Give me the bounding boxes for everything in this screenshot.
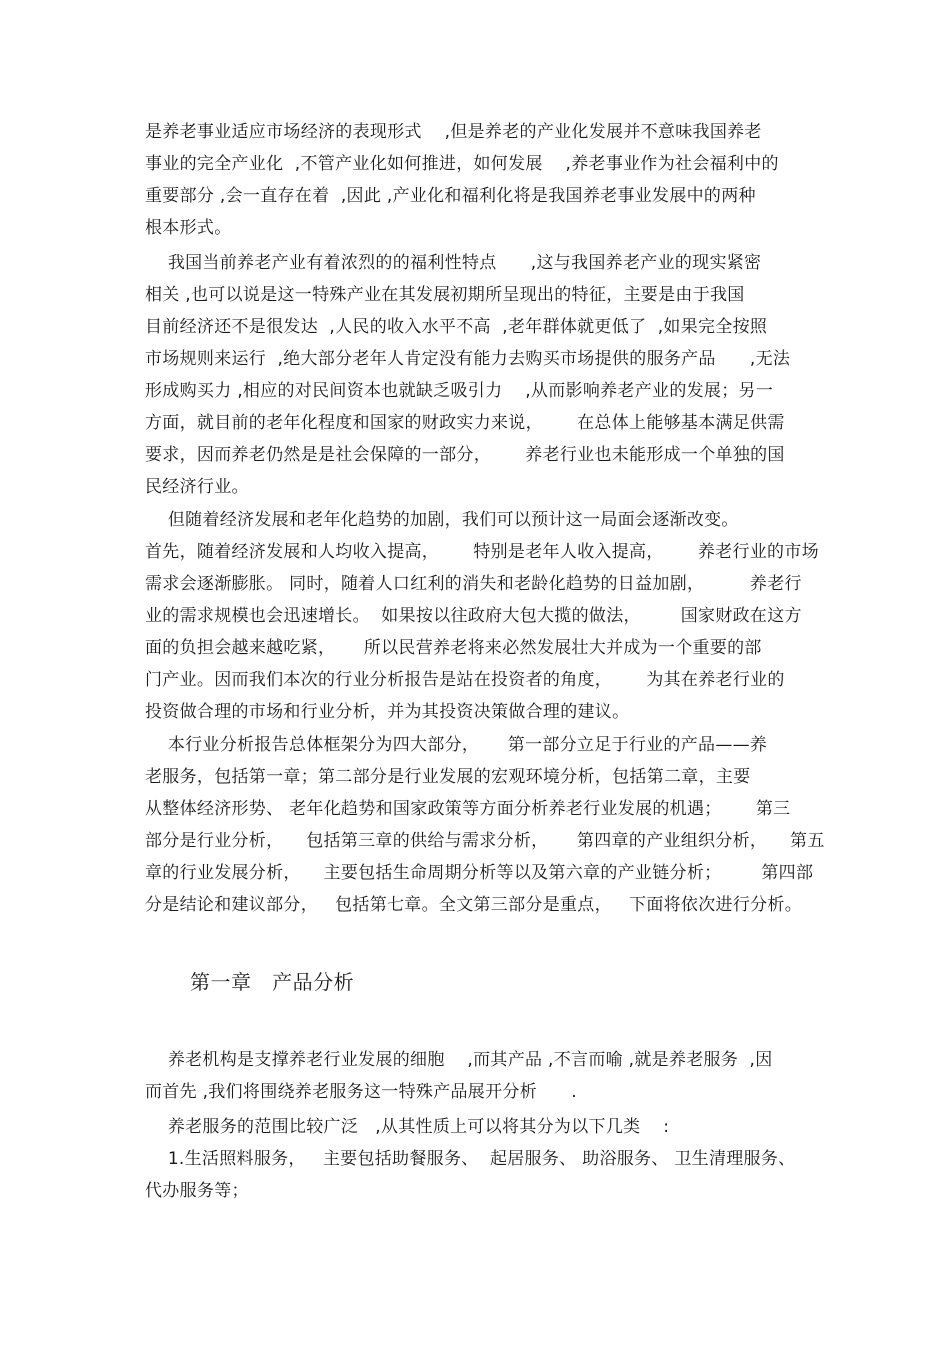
paragraph-line: 我国当前养老产业有着浓烈的的福利性特点 ,这与我国养老产业的现实紧密: [145, 253, 762, 273]
paragraph-line: 部分是行业分析， 包括第三章的供给与需求分析， 第四章的产业组织分析， 第五: [145, 831, 825, 851]
chapter-paragraph-line: 养老服务的范围比较广泛 ,从其性质上可以将其分为以下几类 :: [145, 1117, 670, 1137]
chapter-paragraph-line: 而首先 ,我们将围绕养老服务这一特殊产品展开分析 .: [145, 1082, 577, 1102]
paragraph-line: 是养老事业适应市场经济的表现形式 ,但是养老的产业化发展并不意味我国养老: [145, 122, 762, 142]
chapter-paragraph-line: 1.生活照料服务， 主要包括助餐服务、 起居服务、 助浴服务、 卫生清理服务、: [145, 1149, 796, 1169]
paragraph-line: 本行业分析报告总体框架分为四大部分， 第一部分立足于行业的产品——养: [145, 735, 768, 755]
paragraph-line: 业的需求规模也会迅速增长。 如果按以往政府大包大揽的做法， 国家财政在这方: [145, 606, 802, 626]
paragraph-line: 投资做合理的市场和行业分析，并为其投资决策做合理的建议。: [145, 702, 630, 722]
paragraph-line: 分是结论和建议部分， 包括第七章。全文第三部分是重点， 下面将依次进行分析。: [145, 895, 803, 915]
paragraph-line: 形成购买力 ,相应的对民间资本也就缺乏吸引力 ,从而影响养老产业的发展；另一: [145, 381, 774, 401]
chapter-title: 第一章 产品分析: [190, 970, 355, 994]
paragraph-line: 事业的完全产业化 ,不管产业化如何推进，如何发展 ,养老事业作为社会福利中的: [145, 154, 779, 174]
paragraph-line: 面的负担会越来越吃紧， 所以民营养老将来必然发展壮大并成为一个重要的部: [145, 638, 762, 658]
paragraph-line: 从整体经济形势、 老年化趋势和国家政策等方面分析养老行业发展的机遇； 第三: [145, 799, 791, 819]
paragraph-line: 市场规则来运行 ,绝大部分老年人肯定没有能力去购买市场提供的服务产品 ,无法: [145, 349, 791, 369]
paragraph-line: 需求会逐渐膨胀。 同时，随着人口红利的消失和老龄化趋势的日益加剧， 养老行: [145, 574, 802, 594]
paragraph-line: 老服务，包括第一章；第二部分是行业发展的宏观环境分析，包括第二章，主要: [145, 767, 751, 787]
paragraph-line: 门产业。因而我们本次的行业分析报告是站在投资者的角度， 为其在养老行业的: [145, 670, 785, 690]
paragraph-line: 但随着经济发展和老年化趋势的加剧，我们可以预计这一局面会逐渐改变。: [145, 510, 739, 530]
chapter-paragraph-line: 代办服务等；: [145, 1181, 249, 1201]
chapter-paragraph-line: 养老机构是支撑养老行业发展的细胞 ,而其产品 ,不言而喻 ,就是养老服务 ,因: [145, 1050, 773, 1070]
paragraph-line: 方面，就目前的老年化程度和国家的财政实力来说， 在总体上能够基本满足供需: [145, 413, 785, 433]
paragraph-line: 重要部分 ,会一直存在着 ,因此 ,产业化和福利化将是我国养老事业发展中的两种: [145, 186, 756, 206]
paragraph-line: 相关 ,也可以说是这一特殊产业在其发展初期所呈现出的特征，主要是由于我国: [145, 285, 745, 305]
paragraph-line: 目前经济还不是很发达 ,人民的收入水平不高 ,老年群体就更低了 ,如果完全按照: [145, 317, 768, 337]
paragraph-line: 民经济行业。: [145, 477, 249, 497]
paragraph-line: 根本形式。: [145, 218, 232, 238]
paragraph-line: 首先，随着经济发展和人均收入提高， 特别是老年人收入提高， 养老行业的市场: [145, 542, 819, 562]
paragraph-line: 要求，因而养老仍然是是社会保障的一部分， 养老行业也未能形成一个单独的国: [145, 445, 785, 465]
paragraph-line: 章的行业发展分析， 主要包括生命周期分析等以及第六章的产业链分析； 第四部: [145, 863, 814, 883]
